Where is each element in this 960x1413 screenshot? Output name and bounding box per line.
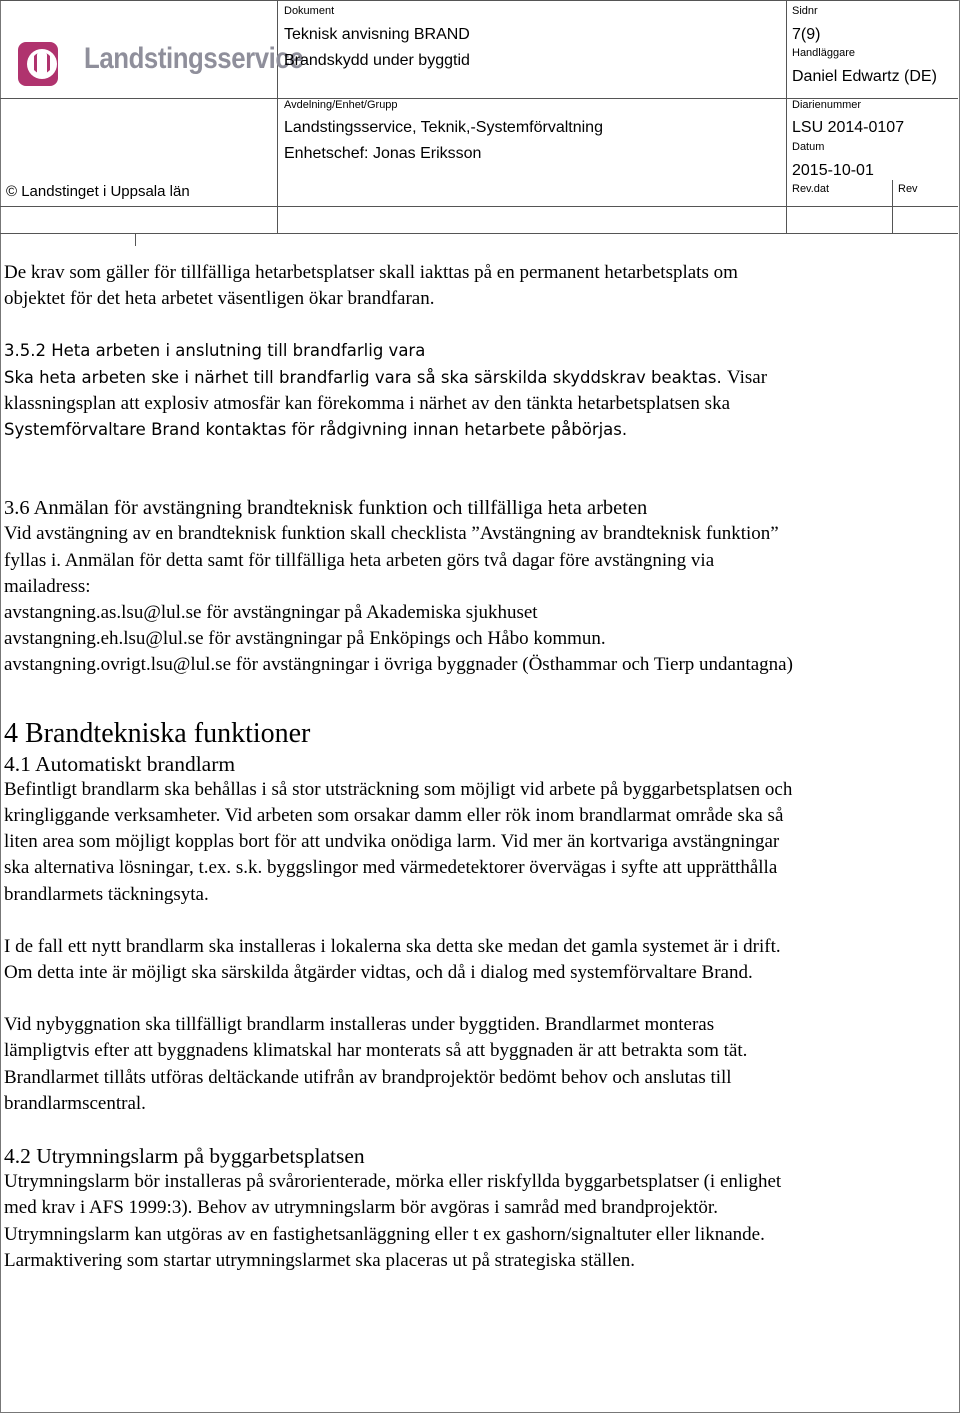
text-line: brandlarmets täckningsyta.: [4, 883, 209, 905]
enhetschef-value: Enhetschef: Jonas Eriksson: [284, 145, 482, 162]
text-line: med krav i AFS 1999:3). Behov av utrymningslarm bör avgöras i samråd med brandprojektör.: [4, 1197, 718, 1219]
text-line: klassningsplan att explosiv atmosfär kan förekomma i närhet av den tänkta hetarbetsplatsen ska: [4, 392, 731, 414]
sidnr-label: Sidnr: [792, 5, 818, 17]
text-line: De krav som gäller för tillfälliga hetarbetsplatser skall iakttas på en permanent hetarbetsplats om: [4, 262, 738, 283]
document-header: [0, 0, 958, 234]
text-line: Utrymningslarm kan utgöras av en fastighetsanläggning eller t ex gashorn/signaltuter eller liknande.: [4, 1223, 765, 1245]
email-line: avstangning.eh.lsu@lul.se för avstängningar på Enköpings och Håbo kommun.: [4, 628, 606, 650]
section-title: 4.2 Utrymningslarm på byggarbetsplatsen: [4, 1144, 365, 1169]
text-line: Om detta inte är möjligt ska särskilda åtgärder vidtas, och då i dialog med systemförvaltare Brand.: [4, 962, 753, 984]
text-line: lämpligtvis efter att byggnadens klimatskal har monterats så att byggnaden är att betrakta som tät.: [4, 1040, 748, 1062]
text-line: fyllas i. Anmälan för detta samt för tillfälliga heta arbeten görs två dagar före avstängning via: [4, 549, 715, 571]
chapter-title: 4 Brandtekniska funktioner: [4, 717, 311, 749]
logo-mark-icon: [14, 38, 74, 90]
logo-text: Landstingsservice: [84, 42, 304, 75]
handlaggare-value: Daniel Edwartz (DE): [792, 68, 937, 85]
text-line: Ska heta arbeten ske i närhet till brandfarlig vara så ska särskilda skyddskrav beaktas. Visar: [4, 366, 768, 388]
text-line: mailadress:: [4, 575, 91, 597]
datum-value: 2015-10-01: [792, 162, 874, 179]
datum-label: Datum: [792, 141, 825, 153]
text-line: Brandlarmet tillåts utföras deltäckande utifrån av brandprojektör bedömt behov och anslutas till: [4, 1066, 732, 1088]
section-number: 3.5.: [4, 341, 36, 361]
text-line: kringliggande verksamheter. Vid arbeten som orsakar damm eller rök inom brandlarmat område ska så: [4, 805, 784, 827]
text-line: Befintligt brandlarm ska behållas i så stor utsträckning som möjligt vid arbete på byggarbetsplatsen och: [4, 778, 793, 800]
diarienummer-label: Diarienummer: [792, 99, 862, 111]
text-line: Vid avstängning av en brandteknisk funktion skall checklista ”Avstängning av brandteknisk funktion”: [4, 523, 779, 545]
section-3-5-2: [4, 338, 949, 443]
section-title: 2 Heta arbeten i anslutning till brandfarlig vara: [35, 341, 426, 361]
text-line: liten area som möjligt kopplas bort för att undvika onödiga larm. Vid mer än kortvariga avstängningar: [4, 831, 780, 853]
email-line: avstangning.ovrigt.lsu@lul.se för avstängningar i övriga byggnader (Östhammar och Tierp undantagna): [4, 654, 793, 676]
handlaggare-label: Handläggare: [792, 47, 855, 59]
text-line: ska alternativa lösningar, t.ex. s.k. byggslingor med värmedetektorer övervägas i syfte att upprätthålla: [4, 857, 778, 879]
text-line: I de fall ett nytt brandlarm ska installeras i lokalerna ska detta ske medan det gamla systemet är i drift.: [4, 935, 781, 957]
document-subtitle: Brandskydd under byggtid: [284, 52, 470, 69]
section-title: 3.6 Anmälan för avstängning brandteknisk funktion och tillfälliga heta arbeten: [4, 497, 648, 520]
avdelning-label: Avdelning/Enhet/Grupp: [284, 99, 398, 111]
text-line: Utrymningslarm bör installeras på svårorienterade, mörka eller riskfyllda byggarbetsplatser (i enlighet: [4, 1171, 782, 1193]
text-line: brandlarmscentral.: [4, 1092, 146, 1114]
org-copyright: © Landstinget i Uppsala län: [6, 183, 190, 200]
section-4: [4, 717, 949, 1274]
text-line: Larmaktivering som startar utrymningslarmet ska placeras ut på strategiska ställen.: [4, 1249, 636, 1271]
landstingsservice-logo: [14, 38, 304, 90]
text-line: Vid nybyggnation ska tillfälligt brandlarm installeras under byggtiden. Brandlarmet monteras: [4, 1014, 715, 1036]
intro-paragraph: [4, 260, 949, 312]
section-title: 4.1 Automatiskt brandlarm: [4, 751, 236, 776]
sidnr-value: 7(9): [792, 26, 821, 43]
email-line: avstangning.as.lsu@lul.se för avstängningar på Akademiska sjukhuset: [4, 602, 538, 624]
avdelning-value: Landstingsservice, Teknik,-Systemförvaltning: [284, 119, 603, 136]
visar-word: Visar: [727, 366, 768, 388]
text-line: Systemförvaltare Brand kontaktas för rådgivning innan hetarbete påbörjas.: [4, 420, 628, 440]
document-title: Teknisk anvisning BRAND: [284, 26, 470, 43]
text-line: objektet för det heta arbetet väsentligen ökar brandfaran.: [4, 288, 435, 310]
diarienummer-value: LSU 2014-0107: [792, 119, 905, 136]
section-heading: [4, 338, 949, 364]
dokument-label: Dokument: [284, 5, 335, 17]
rev-label: Rev: [898, 183, 918, 195]
revdat-label: Rev.dat: [792, 183, 830, 195]
section-3-6: [4, 495, 949, 678]
document-body: [4, 260, 949, 1274]
